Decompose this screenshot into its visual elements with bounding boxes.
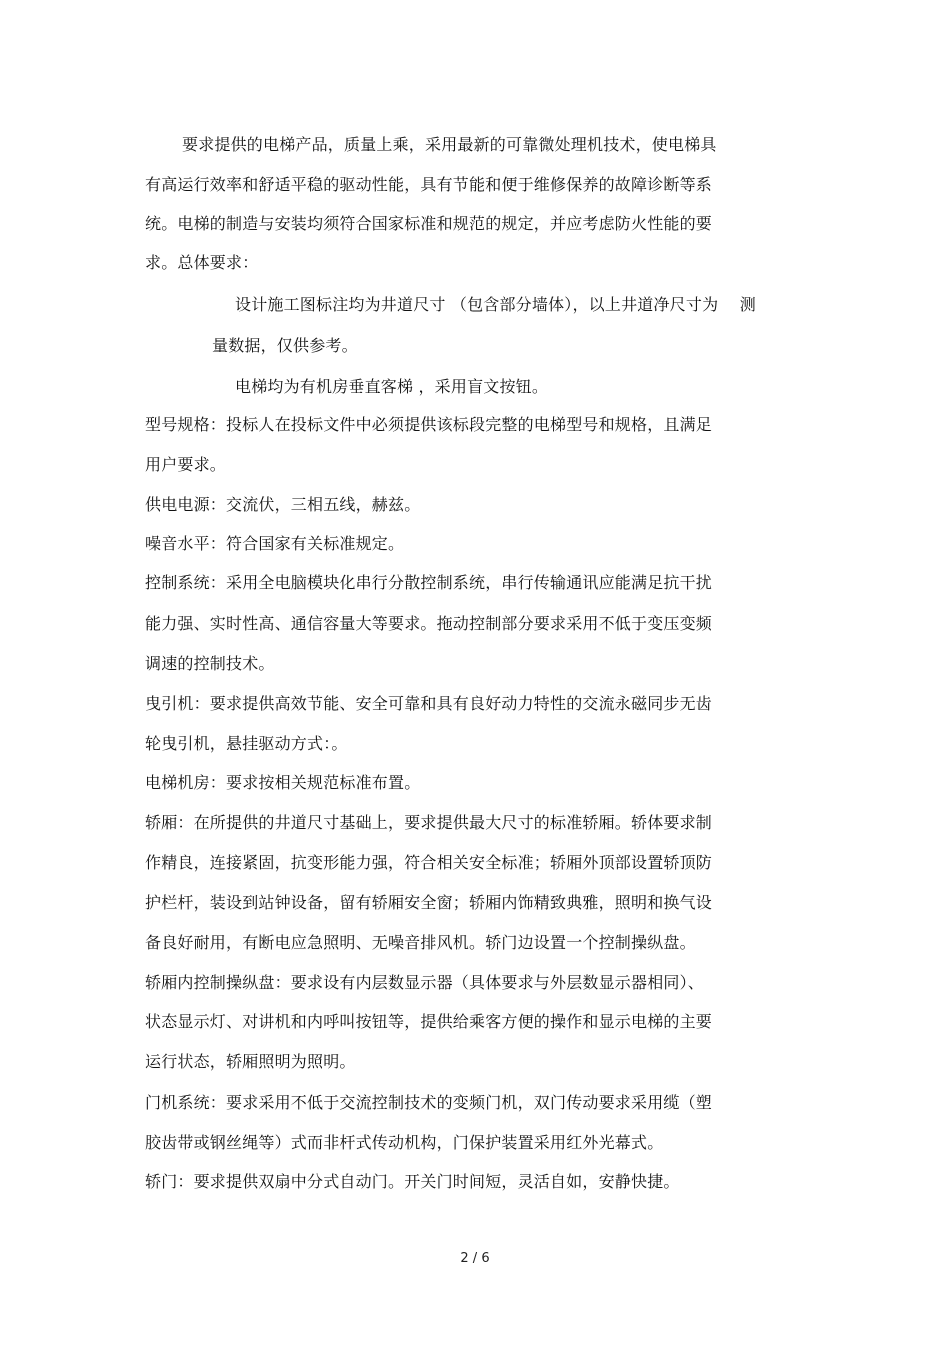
text-line: 电梯均为有机房垂直客梯 ，采用盲文按钮。 bbox=[235, 377, 549, 396]
text-line: 求。总体要求： bbox=[145, 253, 259, 272]
text-line: 胶齿带或钢丝绳等）式而非杆式传动机构，门保护装置采用红外光幕式。 bbox=[145, 1133, 664, 1152]
text-line: 电梯机房：要求按相关规范标准布置。 bbox=[145, 773, 421, 792]
text-line: 曳引机：要求提供高效节能、安全可靠和具有良好动力特性的交流永磁同步无齿 bbox=[145, 694, 713, 713]
text-line: 调速的控制技术。 bbox=[145, 654, 275, 673]
text-line: 轮曳引机，悬挂驱动方式：。 bbox=[145, 734, 348, 753]
text-line: 能力强、实时性高、通信容量大等要求。拖动控制部分要求采用不低于变压变频 bbox=[145, 614, 713, 633]
text-line: 轿厢：在所提供的井道尺寸基础上，要求提供最大尺寸的标准轿厢。轿体要求制 bbox=[145, 813, 713, 832]
text-line: 门机系统：要求采用不低于交流控制技术的变频门机，双门传动要求采用缆（塑 bbox=[145, 1093, 713, 1112]
text-line: 运行状态，轿厢照明为照明。 bbox=[145, 1052, 356, 1071]
text-line: 护栏杆，装设到站钟设备，留有轿厢安全窗；轿厢内饰精致典雅，照明和换气设 bbox=[145, 893, 713, 912]
text-line: 状态显示灯、对讲机和内呼叫按钮等，提供给乘客方便的操作和显示电梯的主要 bbox=[145, 1012, 713, 1031]
text-line: 轿厢内控制操纵盘：要求设有内层数显示器（具体要求与外层数显示器相同）、 bbox=[145, 973, 705, 992]
text-line: 控制系统：采用全电脑模块化串行分散控制系统，串行传输通讯应能满足抗干扰 bbox=[145, 573, 713, 592]
page-number: 2 / 6 bbox=[460, 1251, 490, 1266]
text-line: 备良好耐用，有断电应急照明、无噪音排风机。轿门边设置一个控制操纵盘。 bbox=[145, 933, 696, 952]
text-line: 型号规格：投标人在投标文件中必须提供该标段完整的电梯型号和规格，且满足 bbox=[145, 415, 713, 434]
text-line: 作精良，连接紧固，抗变形能力强，符合相关安全标准；轿厢外顶部设置轿顶防 bbox=[145, 853, 713, 872]
text-line: 量数据，仅供参考。 bbox=[212, 336, 358, 355]
text-line: 有高运行效率和舒适平稳的驱动性能，具有节能和便于维修保养的故障诊断等系 bbox=[145, 175, 713, 194]
text-line: 设计施工图标注均为井道尺寸 （包含部分墙体），以上井道净尺寸为 测 bbox=[235, 295, 756, 314]
text-line: 用户要求。 bbox=[145, 455, 227, 474]
text-line: 要求提供的电梯产品，质量上乘，采用最新的可靠微处理机技术，使电梯具 bbox=[182, 135, 717, 154]
text-line: 噪音水平：符合国家有关标准规定。 bbox=[145, 534, 405, 553]
text-line: 统。电梯的制造与安装均须符合国家标准和规范的规定，并应考虑防火性能的要 bbox=[145, 214, 713, 233]
text-line: 供电电源：交流伏，三相五线，赫兹。 bbox=[145, 495, 421, 514]
text-line: 轿门：要求提供双扇中分式自动门。开关门时间短，灵活自如，安静快捷。 bbox=[145, 1172, 680, 1191]
